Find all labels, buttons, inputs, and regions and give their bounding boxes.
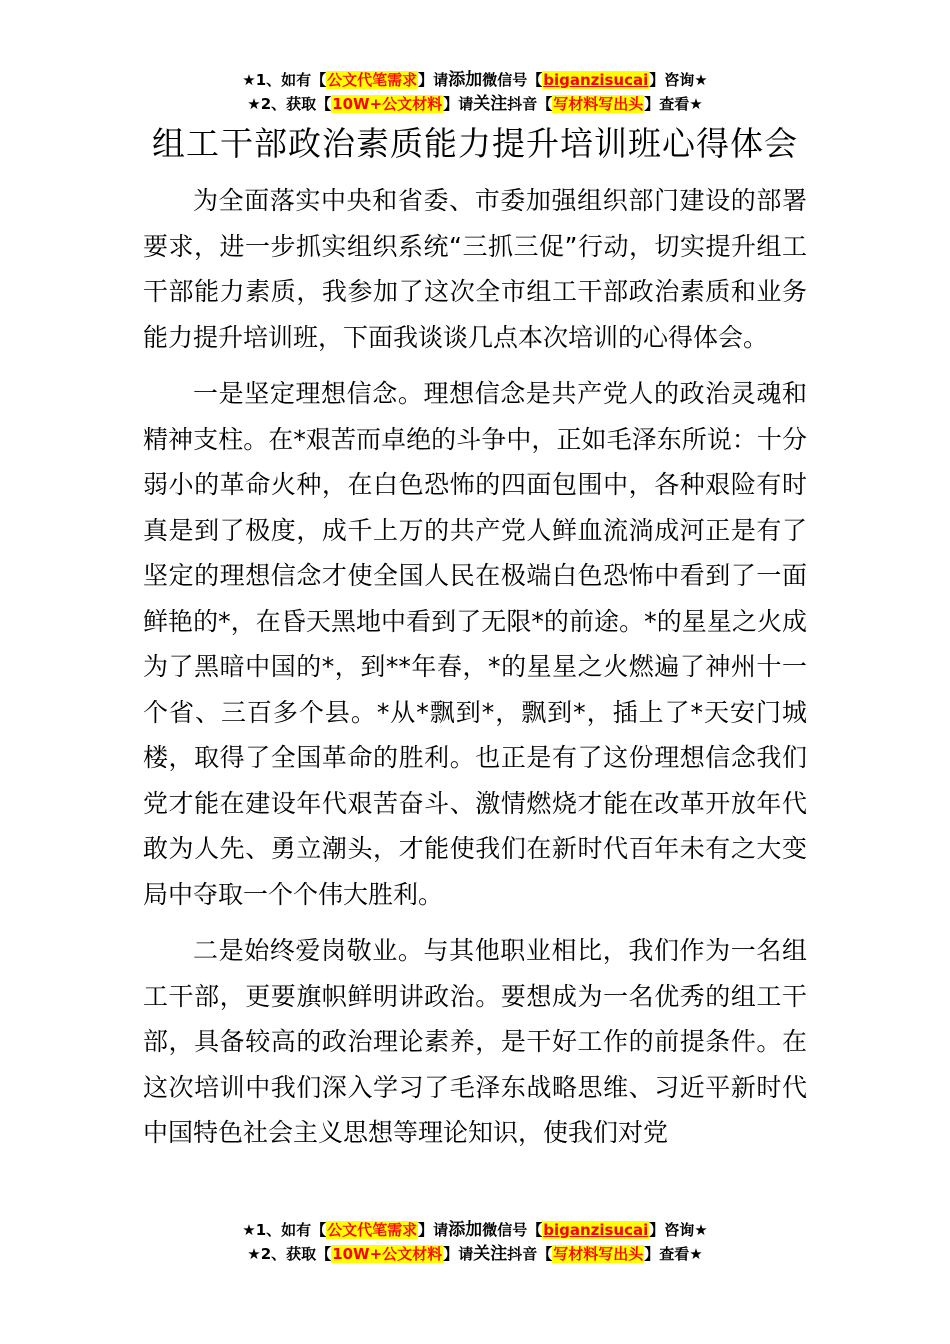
- banner-text: 】请: [418, 1221, 449, 1239]
- banner-emphasis: 添加: [448, 70, 483, 90]
- banner-text: 】咨询★: [649, 1221, 708, 1239]
- douyin-account-highlight: 写材料写出头: [553, 95, 644, 113]
- banner-emphasis: 添加: [448, 1220, 483, 1240]
- footer-banner: [0, 1218, 950, 1266]
- highlight-materials: 10W+公文材料: [332, 1245, 443, 1263]
- banner-line-2: [0, 92, 950, 116]
- banner-text: 】咨询★: [649, 71, 708, 89]
- banner-text: 抖音【: [507, 1245, 553, 1263]
- wechat-id-link[interactable]: biganzisucai: [543, 71, 649, 89]
- document-title: 组工干部政治素质能力提升培训班心得体会: [152, 124, 798, 163]
- banner-text: 微信号【: [482, 71, 543, 89]
- banner-text: 抖音【: [507, 95, 553, 113]
- banner-text: 】请: [443, 95, 474, 113]
- header-banner: [0, 68, 950, 116]
- douyin-account-highlight: 写材料写出头: [553, 1245, 644, 1263]
- paragraph-intro: 为全面落实中央和省委、市委加强组织部门建设的部署要求，进一步抓实组织系统“三抓三促”行动，切实提升组工干部能力素质，我参加了这次全市组工干部政治素质和业务能力提升培训班，下面我谈谈几点本次培训的心得体会。: [143, 186, 807, 352]
- banner-text: ★1、如有【: [242, 1221, 327, 1239]
- document-body: [143, 178, 807, 1167]
- banner-emphasis: 关注: [473, 1244, 508, 1264]
- banner-line-1: [0, 1218, 950, 1242]
- banner-text: 】请: [443, 1245, 474, 1263]
- banner-text: 微信号【: [482, 1221, 543, 1239]
- banner-emphasis: 关注: [473, 94, 508, 114]
- paragraph-ideals: 一是坚定理想信念。理想信念是共产党人的政治灵魂和精神支柱。在*艰苦而卓绝的斗争中，正如毛泽东所说：十分弱小的革命火种，在白色恐怖的四面包围中，各种艰险有时真是到了极度，成千上万的共产党人鲜血流淌成河正是有了坚定的理想信念才使全国人民在极端白色恐怖中看到了一面鲜艳的*，在昏天黑地中看到了无限*的前途。*的星星之火成为了黑暗中国的*，到**年春，*的星星之火燃遍了神州十一个省、三百多个县。*从*飘到*，飘到*，插上了*天安门城楼，取得了全国革命的胜利。也正是有了这份理想信念我们党才能在建设年代艰苦奋斗、激情燃烧才能在改革开放年代敢为人先、勇立潮头，才能使我们在新时代百年未有之大变局中夺取一个个伟大胜利。: [143, 379, 807, 909]
- banner-text: ★1、如有【: [242, 71, 327, 89]
- highlight-service: 公文代笔需求: [327, 1221, 418, 1239]
- banner-line-2: [0, 1242, 950, 1266]
- banner-text: ★2、获取【: [247, 1245, 332, 1263]
- banner-text: 】请: [418, 71, 449, 89]
- banner-text: 】查看★: [644, 1245, 703, 1263]
- banner-text: ★2、获取【: [247, 95, 332, 113]
- paragraph-dedication: 二是始终爱岗敬业。与其他职业相比，我们作为一名组工干部，更要旗帜鲜明讲政治。要想成为一名优秀的组工干部，具备较高的政治理论素养，是干好工作的前提条件。在这次培训中我们深入学习了毛泽东战略思维、习近平新时代中国特色社会主义思想等理论知识，使我们对党: [143, 936, 807, 1147]
- highlight-service: 公文代笔需求: [327, 71, 418, 89]
- highlight-materials: 10W+公文材料: [332, 95, 443, 113]
- banner-line-1: [0, 68, 950, 92]
- wechat-id-link[interactable]: biganzisucai: [543, 1221, 649, 1239]
- banner-text: 】查看★: [644, 95, 703, 113]
